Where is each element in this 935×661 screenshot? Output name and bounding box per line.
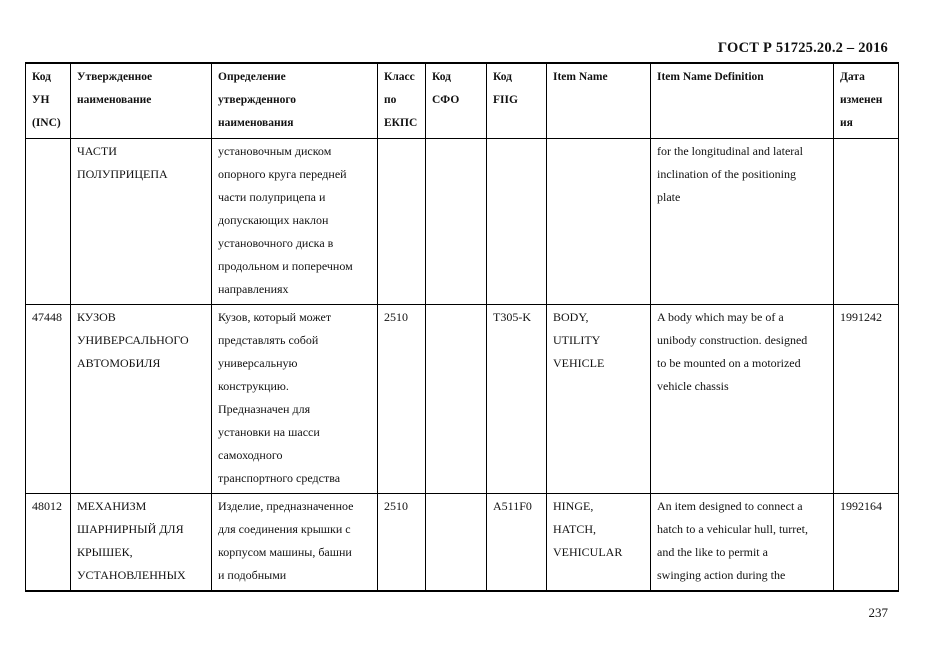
cell-approved-name [71,139,212,305]
cell-class-ekps [378,139,426,305]
classification-table [25,62,899,592]
cell-line: 1992164 [840,499,882,513]
table-row [26,139,899,305]
header-approved-name [71,63,212,139]
cell-line: установки на шасси [218,425,320,439]
cell-line: допускающих наклон [218,213,329,227]
cell-line: УСТАНОВЛЕННЫХ [77,568,186,582]
header-line: СФО [432,94,460,106]
cell-line: ЧАСТИ [77,144,117,158]
cell-line: 2510 [384,499,408,513]
cell-line: АВТОМОБИЛЯ [77,356,161,370]
header-code-sfo [426,63,487,139]
cell-line: транспортного средства [218,471,341,485]
cell-code-inc [26,305,71,494]
cell-line: plate [657,190,681,204]
cell-code-fiig [487,305,547,494]
header-code-fiig [487,63,547,139]
cell-definition [212,494,378,592]
cell-line: 2510 [384,310,408,324]
cell-line: to be mounted on a motorized [657,356,801,370]
cell-approved-name [71,305,212,494]
cell-code-inc [26,494,71,592]
cell-line: vehicle chassis [657,379,729,393]
cell-line: 48012 [32,499,62,513]
header-date-changed [834,63,899,139]
cell-line: swinging action during the [657,568,786,582]
header-line: Утвержденное [77,71,153,83]
cell-line: Предназначен для [218,402,311,416]
cell-item-definition [651,139,834,305]
cell-line: Изделие, предназначенное [218,499,354,513]
cell-line: ПОЛУПРИЦЕПА [77,167,168,181]
header-line: ия [840,117,853,129]
cell-code-fiig [487,139,547,305]
header-definition [212,63,378,139]
table-body [26,139,899,592]
cell-line: for the longitudinal and lateral [657,144,803,158]
cell-line: части полуприцепа и [218,190,326,204]
header-line: наименования [218,117,294,129]
header-line: по [384,94,397,106]
cell-line: КУЗОВ [77,310,116,324]
header-line: FIIG [493,94,518,106]
table-row [26,305,899,494]
cell-line: BODY, [553,310,589,324]
document-title: ГОСТ Р 51725.20.2 – 2016 [717,40,888,56]
cell-line: UTILITY [553,333,601,347]
cell-line: самоходного [218,448,283,462]
cell-code-sfo [426,305,487,494]
cell-date-changed [834,305,899,494]
cell-line: для соединения крышки с [218,522,351,536]
cell-line: Кузов, который может [218,310,332,324]
cell-line: представлять собой [218,333,319,347]
cell-line: МЕХАНИЗМ [77,499,147,513]
cell-item-name [547,305,651,494]
cell-line: ШАРНИРНЫЙ ДЛЯ [77,522,184,536]
cell-line: конструкцию. [218,379,289,393]
header-line: изменен [840,94,883,106]
cell-item-definition [651,305,834,494]
header-code-inc [26,63,71,139]
header-line: Item Name Definition [657,71,764,83]
header-line: ЕКПС [384,117,418,129]
header-line: Дата [840,71,865,83]
cell-line: направлениях [218,282,289,296]
header-line: УН [32,94,50,106]
header-line: Код [493,71,513,83]
cell-date-changed [834,139,899,305]
header-class-ekps [378,63,426,139]
cell-line: HATCH, [553,522,597,536]
header-item-name [547,63,651,139]
cell-class-ekps [378,305,426,494]
cell-line: КРЫШЕК, [77,545,133,559]
cell-line: опорного круга передней [218,167,347,181]
cell-definition [212,139,378,305]
cell-line: A body which may be of a [657,310,784,324]
cell-item-name [547,139,651,305]
header-line: Определение [218,71,286,83]
cell-definition [212,305,378,494]
header-line: Класс [384,71,415,83]
cell-line: unibody construction. designed [657,333,808,347]
header-line: Код [432,71,452,83]
cell-approved-name [71,494,212,592]
table-row [26,494,899,592]
cell-code-sfo [426,494,487,592]
cell-line: inclination of the positioning [657,167,796,181]
cell-line: установочным диском [218,144,332,158]
cell-line: и подобными [218,568,287,582]
cell-line: VEHICULAR [553,545,623,559]
cell-line: HINGE, [553,499,594,513]
cell-line: hatch to a vehicular hull, turret, [657,522,808,536]
cell-line: универсальную [218,356,298,370]
cell-line: T305-K [493,310,531,324]
cell-line: VEHICLE [553,356,605,370]
cell-line: корпусом машины, башни [218,545,352,559]
cell-line: УНИВЕРСАЛЬНОГО [77,333,189,347]
cell-line: установочного диска в [218,236,334,250]
header-line: наименование [77,94,152,106]
header-line: Код [32,71,52,83]
cell-line: 47448 [32,310,62,324]
cell-code-fiig [487,494,547,592]
cell-line: A511F0 [493,499,532,513]
cell-line: An item designed to connect a [657,499,803,513]
page-number: 237 [868,605,888,620]
cell-item-name [547,494,651,592]
header-line: утвержденного [218,94,297,106]
cell-code-inc [26,139,71,305]
cell-code-sfo [426,139,487,305]
cell-item-definition [651,494,834,592]
cell-line: and the like to permit a [657,545,768,559]
cell-line: продольном и поперечном [218,259,353,273]
cell-date-changed [834,494,899,592]
header-line: (INC) [32,117,61,129]
table-header-row [26,63,899,139]
cell-class-ekps [378,494,426,592]
cell-line: 1991242 [840,310,882,324]
header-item-name-definition [651,63,834,139]
header-line: Item Name [553,71,608,83]
